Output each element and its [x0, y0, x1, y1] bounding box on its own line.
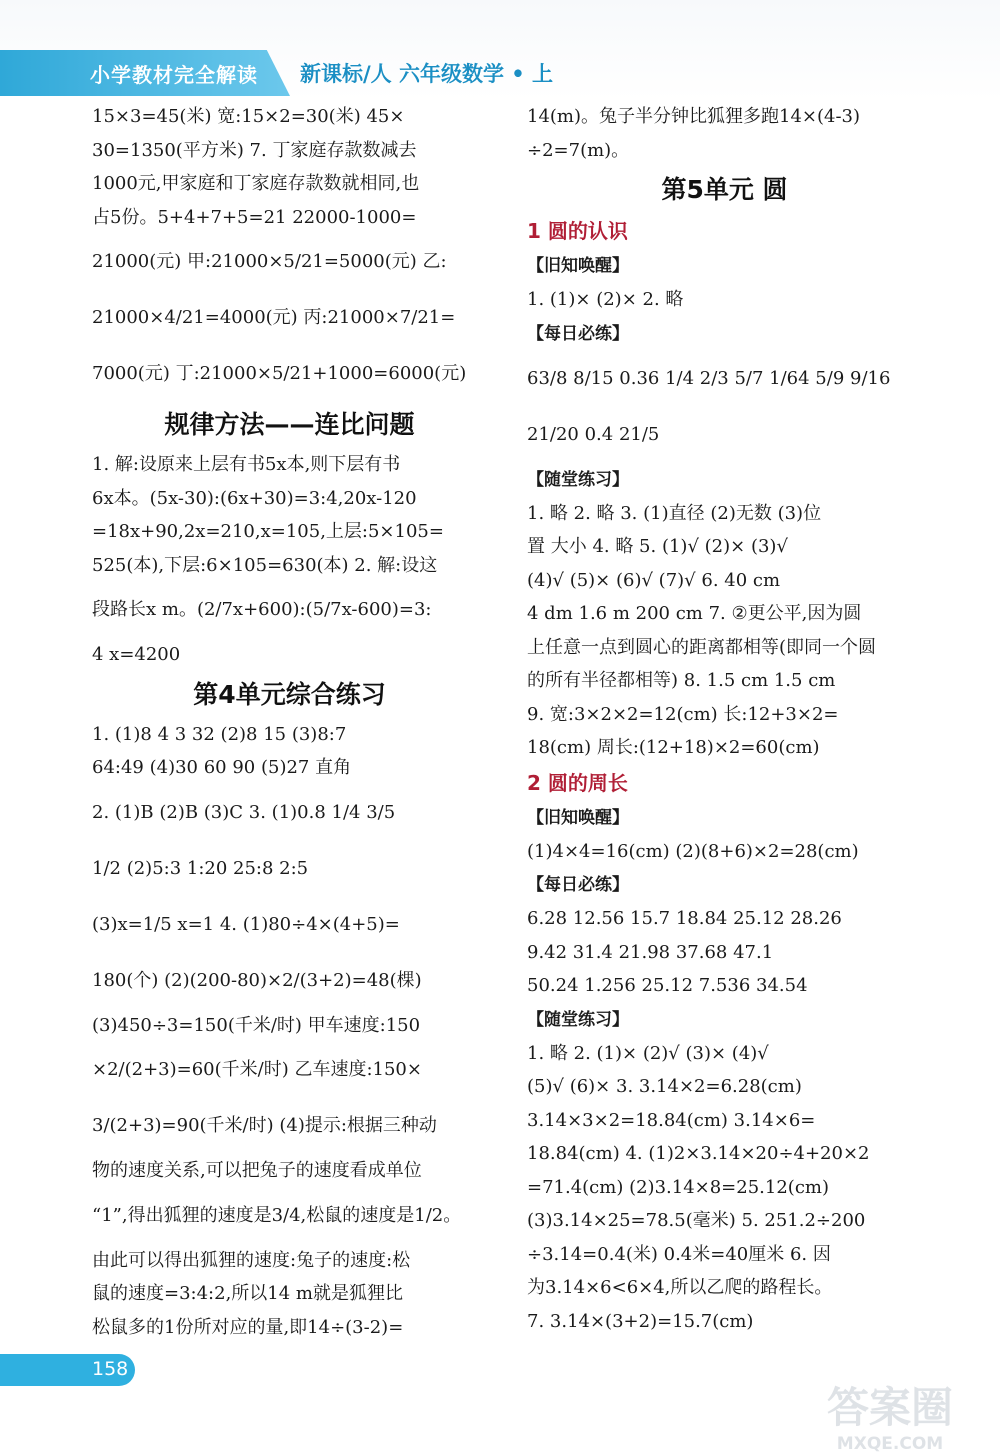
- answer-line: 1. 解:设原来上层有书5x本,则下层有书: [92, 454, 401, 475]
- book-subtitle: 新课标/人 六年级数学 • 上: [300, 61, 554, 86]
- answer-line: 段路长x m。(2/7x+600):(5/7x-600)=3:: [92, 599, 432, 620]
- answer-line: ÷2=7(m)。: [527, 139, 630, 161]
- answer-line: 525(本),下层:6×105=630(本) 2. 解:设这: [92, 554, 438, 576]
- answer-line: 为3.14×6<6×4,所以乙爬的路程长。: [527, 1277, 833, 1298]
- answer-line: 1. (1)× (2)× 2. 略: [527, 289, 684, 310]
- watermark-logo: [790, 1375, 990, 1454]
- answer-line: 9.42 31.4 21.98 37.68 47.1: [527, 941, 774, 963]
- answer-line: 物的速度关系,可以把兔子的速度看成单位: [92, 1160, 422, 1181]
- right-column: [527, 100, 922, 1338]
- answer-line: (3)x=1/5 x=1 4. (1)80÷4×(4+5)=: [92, 913, 400, 935]
- answer-line: 21/20 0.4 21/5: [527, 423, 660, 445]
- answer-line: 50.24 1.256 25.12 7.536 34.54: [527, 975, 808, 996]
- answer-line: 1. 略 2. (1)× (2)√ (3)× (4)√: [527, 1042, 769, 1064]
- answer-line: 置 大小 4. 略 5. (1)√ (2)× (3)√: [527, 536, 788, 557]
- answer-line: (3)450÷3=150(千米/时) 甲车速度:150: [92, 1014, 421, 1036]
- answer-line: 1/2 (2)5:3 1:20 25:8 2:5: [92, 857, 309, 879]
- answer-line: 松鼠多的1份所对应的量,即14÷(3-2)=: [92, 1316, 404, 1338]
- answer-line: 63/8 8/15 0.36 1/4 2/3 5/7 1/64 5/9 9/16: [527, 367, 891, 389]
- answer-line: 占5份。5+4+7+5=21 22000-1000=: [92, 206, 417, 228]
- answer-line: (3)3.14×25=78.5(毫米) 5. 251.2÷200: [527, 1210, 866, 1231]
- answer-line: “1”,得出狐狸的速度是3/4,松鼠的速度是1/2。: [92, 1204, 462, 1226]
- answer-line: ÷3.14=0.4(米) 0.4米=40厘米 6. 因: [527, 1243, 831, 1265]
- answer-line: 7. 3.14×(3+2)=15.7(cm): [527, 1310, 754, 1332]
- answer-line: 9. 宽:3×2×2=12(cm) 长:12+3×2=: [527, 703, 839, 725]
- watermark-big: 答案圈: [826, 1383, 953, 1432]
- answer-line: (1)4×4=16(cm) (2)(8+6)×2=28(cm): [527, 840, 859, 862]
- answer-line: =18x+90,2x=210,x=105,上层:5×105=: [92, 521, 444, 542]
- answer-line: 1. 略 2. 略 3. (1)直径 (2)无数 (3)位: [527, 502, 822, 524]
- answer-line: ×2/(2+3)=60(千米/时) 乙车速度:150×: [92, 1059, 422, 1080]
- subsection-heading: 2 圆的周长: [527, 770, 628, 795]
- answer-line: 180(个) (2)(200-80)×2/(3+2)=48(棵): [92, 969, 422, 991]
- answer-line: 鼠的速度=3:4:2,所以14 m就是狐狸比: [92, 1283, 403, 1304]
- answer-line: 3/(2+3)=90(千米/时) (4)提示:根据三种动: [92, 1115, 437, 1136]
- answer-line: 由此可以得出狐狸的速度:兔子的速度:松: [92, 1249, 411, 1271]
- left-column: [92, 100, 487, 1344]
- answer-line: 21000(元) 甲:21000×5/21=5000(元) 乙:: [92, 251, 447, 272]
- section-label: 【每日必练】: [527, 323, 629, 344]
- answer-line: 18(cm) 周长:(12+18)×2=60(cm): [527, 737, 820, 758]
- page-number-tab: [0, 1354, 135, 1386]
- answer-line: 上任意一点到圆心的距离都相等(即同一个圆: [527, 636, 877, 658]
- answer-line: 6.28 12.56 15.7 18.84 25.12 28.26: [527, 908, 842, 929]
- answer-line: 的所有半径都相等) 8. 1.5 cm 1.5 cm: [527, 670, 836, 691]
- section-heading: 第4单元综合练习: [193, 679, 386, 709]
- page-number: 158: [92, 1358, 129, 1380]
- section-heading: 规律方法——连比问题: [164, 410, 415, 439]
- answer-line: 6x本。(5x-30):(6x+30)=3:4,20x-120: [92, 487, 417, 509]
- answer-line: (5)√ (6)× 3. 3.14×2=6.28(cm): [527, 1076, 802, 1097]
- watermark-small: MXQE.COM: [836, 1434, 944, 1454]
- answer-line: 21000×4/21=4000(元) 丙:21000×7/21=: [92, 307, 456, 328]
- section-heading: 第5单元 圆: [661, 175, 788, 204]
- answer-line: 1000元,甲家庭和丁家庭存款数就相同,也: [92, 173, 420, 194]
- answer-line: 64:49 (4)30 60 90 (5)27 直角: [92, 757, 352, 778]
- answer-line: 30=1350(平方米) 7. 丁家庭存款数减去: [92, 139, 417, 161]
- answer-line: 14(m)。兔子半分钟比狐狸多跑14×(4-3): [527, 106, 861, 127]
- answer-line: 2. (1)B (2)B (3)C 3. (1)0.8 1/4 3/5: [92, 801, 396, 823]
- answer-line: (4)√ (5)× (6)√ (7)√ 6. 40 cm: [527, 569, 781, 591]
- section-label: 【随堂练习】: [527, 469, 629, 490]
- answer-line: 1. (1)8 4 3 32 (2)8 15 (3)8:7: [92, 723, 347, 745]
- subsection-heading: 1 圆的认识: [527, 219, 628, 243]
- answer-line: =71.4(cm) (2)3.14×8=25.12(cm): [527, 1176, 829, 1198]
- section-label: 【随堂练习】: [527, 1009, 629, 1030]
- section-label: 【旧知唤醒】: [527, 807, 629, 828]
- answer-line: 18.84(cm) 4. (1)2×3.14×20÷4+20×2: [527, 1143, 870, 1164]
- answer-line: 15×3=45(米) 宽:15×2=30(米) 45×: [92, 106, 405, 127]
- answer-line: 3.14×3×2=18.84(cm) 3.14×6=: [527, 1109, 816, 1131]
- answer-line: 7000(元) 丁:21000×5/21+1000=6000(元): [92, 363, 467, 384]
- answer-line: 4 x=4200: [92, 644, 181, 665]
- book-title: 小学教材完全解读: [90, 63, 258, 87]
- section-label: 【旧知唤醒】: [527, 256, 629, 276]
- section-label: 【每日必练】: [527, 875, 629, 895]
- answer-line: 4 dm 1.6 m 200 cm 7. ②更公平,因为圆: [527, 603, 862, 624]
- page-header: [0, 0, 1000, 100]
